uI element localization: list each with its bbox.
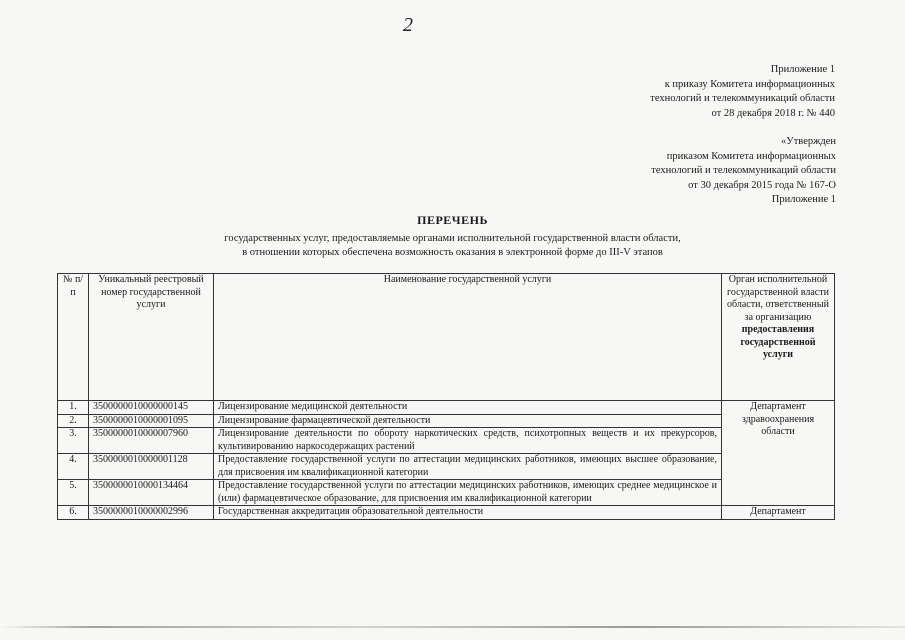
approved-line: технологий и телекоммуникаций области (651, 165, 836, 176)
row-registry-number: 3500000010000000145 (89, 401, 214, 415)
approved-line: приказом Комитета информационных (666, 150, 836, 162)
header-organization (722, 274, 835, 401)
subtitle-line: государственных услуг, предоставляемые органами исполнительной государственной власти области, (224, 233, 681, 244)
table-row (58, 454, 835, 480)
appendix-line: от 28 декабря 2018 г. № 440 (711, 107, 835, 119)
row-number: 4. (58, 454, 89, 480)
header-number: № п/п (58, 274, 89, 401)
row-organization: Департамент (722, 506, 835, 520)
services-table (57, 273, 835, 520)
row-number: 3. (58, 428, 89, 454)
subtitle-line: в отношении которых обеспечена возможность оказания в электронной форме до III-V этапов (242, 247, 663, 258)
header-registry-number: Уникальный реестровый номер государственной услуги (89, 274, 214, 401)
document-subtitle (0, 232, 905, 260)
scan-artifact-line (0, 626, 905, 628)
appendix-line: технологий и телекоммуникаций области (650, 93, 835, 104)
header-service-name: Наименование государственной услуги (214, 274, 722, 401)
approved-block (536, 135, 836, 208)
row-registry-number: 3500000010000001095 (89, 414, 214, 428)
row-service-name: Лицензирование фармацевтической деятельности (214, 414, 722, 428)
appendix-block (575, 63, 835, 121)
row-number: 2. (58, 414, 89, 428)
row-registry-number: 3500000010000001128 (89, 454, 214, 480)
table-header-row (58, 274, 835, 401)
header-organization-text: Орган исполнительной государственной власти области, ответственный за организацию (727, 274, 829, 323)
row-registry-number: 3500000010000007960 (89, 428, 214, 454)
row-registry-number: 3500000010000134464 (89, 480, 214, 506)
row-organization: Департамент здравоохранения области (722, 401, 835, 506)
page-number: 2 (403, 14, 413, 36)
table-row (58, 506, 835, 520)
table-row (58, 428, 835, 454)
row-service-name: Лицензирование медицинской деятельности (214, 401, 722, 415)
row-service-name: Лицензирование деятельности по обороту наркотических средств, психотропных веществ и их прекурсоров, культивированию наркосодержащих растений (214, 428, 722, 454)
approved-line: Приложение 1 (771, 194, 836, 205)
header-organization-bold: предоставления государственной услуги (740, 324, 816, 360)
table-row (58, 480, 835, 506)
row-service-name: Государственная аккредитация образовательной деятельности (214, 506, 722, 520)
document-title: ПЕРЕЧЕНЬ (417, 213, 488, 227)
row-number: 6. (58, 506, 89, 520)
table-row (58, 401, 835, 415)
approved-line: от 30 декабря 2015 года № 167-О (688, 179, 836, 191)
row-service-name: Предоставление государственной услуги по аттестации медицинских работников, имеющих среднее медицинское и (или) фармацевтическое образование, для присвоения им квалификационной категории (214, 480, 722, 506)
row-service-name: Предоставление государственной услуги по аттестации медицинских работников, имеющих высшее образование, для присвоения им квалификационной категории (214, 454, 722, 480)
row-number: 5. (58, 480, 89, 506)
appendix-line: к приказу Комитета информационных (664, 78, 835, 90)
table-row (58, 414, 835, 428)
approved-line: «Утвержден (781, 136, 836, 147)
row-number: 1. (58, 401, 89, 415)
row-registry-number: 3500000010000002996 (89, 506, 214, 520)
appendix-line: Приложение 1 (770, 64, 835, 75)
